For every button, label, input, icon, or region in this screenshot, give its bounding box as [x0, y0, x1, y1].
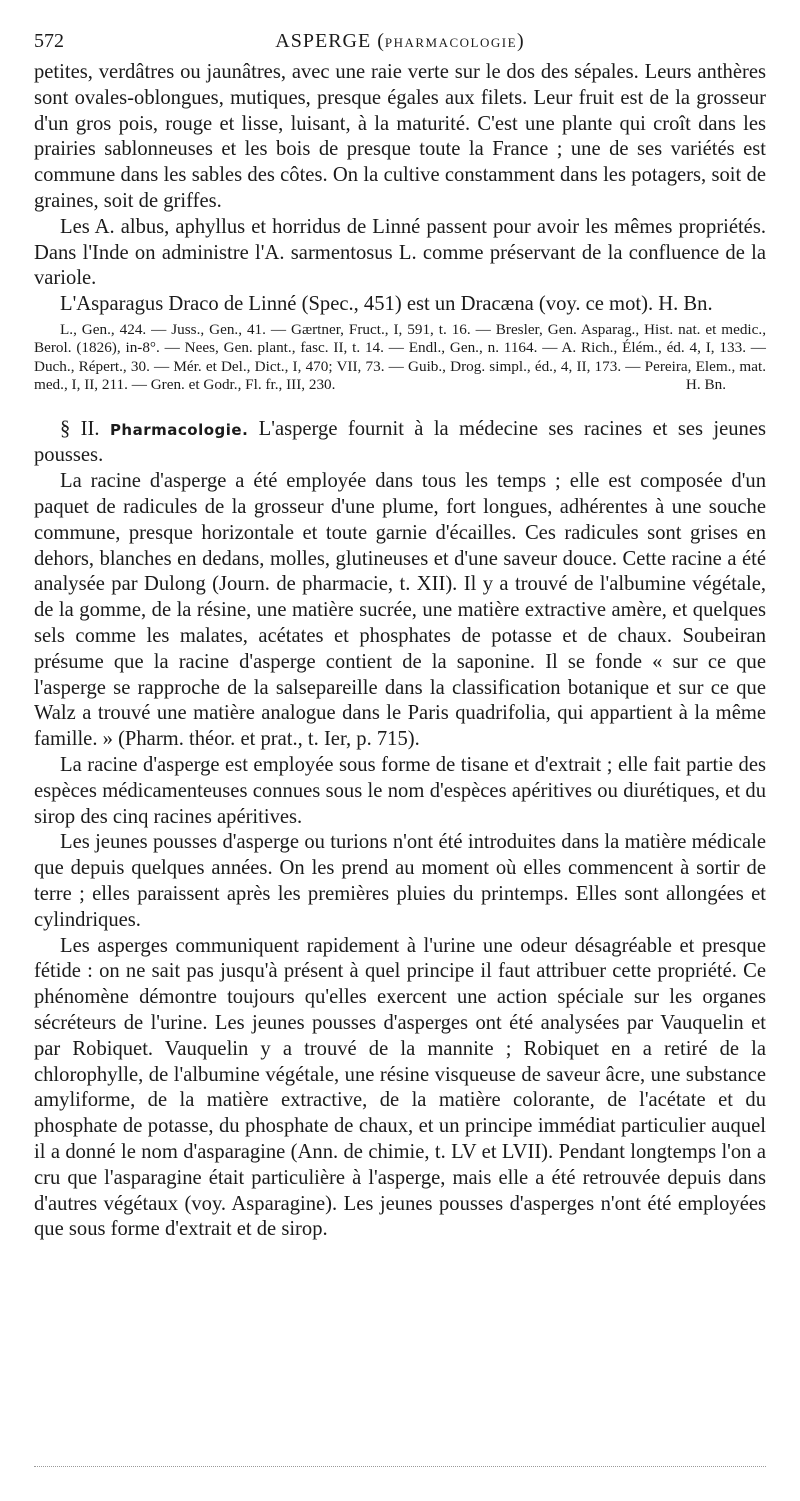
page-body: [34, 60, 766, 1243]
footer-rule: [34, 1466, 766, 1467]
paragraph-species: Les A. albus, aphyllus et horridus de Linné passent pour avoir les mêmes propriétés. Dans l'Inde on administre l'A. sarmentosus L. comme préservant de la confluence de la variole.: [34, 215, 766, 290]
bibliography-text: L., Gen., 424. — Juss., Gen., 41. — Gærtner, Fruct., I, 591, t. 16. — Bresler, Gen. Asparag., Hist. nat. et medic., Berol. (1826), in-8°. — Nees, Gen. plant., fasc. II, t. 14. — Endl., Gen., n. 1164. — A. Rich., Élém., éd. 4, I, 133. — Duch., Répert., 30. — Mér. et Del., Dict., I, 470; VII, 73. — Guib., Drog. simpl., éd., 4, II, 173. — Pereira, Elem., mat. med., I, II, 211. — Gren. et Godr., Fl. fr., III, 230.: [34, 320, 766, 394]
section-number: § II.: [60, 417, 100, 440]
paragraph-draco: L'Asparagus Draco de Linné (Spec., 451) est un Dracæna (voy. ce mot). H. Bn.: [60, 293, 713, 316]
running-title: [34, 30, 766, 53]
section-label: Pharmacologie.: [109, 420, 249, 439]
page: [34, 30, 766, 1243]
running-title-main: ASPERGE: [275, 30, 372, 52]
section-heading: [34, 417, 766, 470]
running-title-open: (: [377, 30, 385, 52]
bibliography-references: [34, 321, 766, 395]
paragraph-racine: La racine d'asperge a été employée dans tous les temps ; elle est composée d'un paquet de radicules de la grosseur d'une plume, fort longues, adhérentes à une souche commune, presque horizontale et toute garnie d'écailles. Ces radicules sont grises en dehors, blanches en dedans, molles, glutineuses et d'une saveur douce. Cette racine a été analysée par Dulong (Journ. de pharmacie, t. XII). Il y a trouvé de l'albumine végétale, de la gomme, de la résine, une matière sucrée, une matière extractive amère, et quelques sels comme les malates, acétates et phosphates de potasse et de chaux. Soubeiran présume que la racine d'asperge contient de la saponine. Il se fonde « sur ce que l'asperge se rapproche de la salsepareille dans la classification botanique et sur ce que Walz a trouvé une matière analogue dans le Paris quadrifolia, qui appartient à la même famille. » (Pharm. théor. et prat., t. Ier, p. 715).: [34, 470, 766, 751]
running-title-close: ): [517, 30, 525, 52]
paragraph-urine: Les asperges communiquent rapidement à l'urine une odeur désagréable et presque fétide : on ne sait pas jusqu'à présent à quel principe il faut attribuer cette propriété. Ce phénomène démontre toujours qu'elles exercent une action spéciale sur les organes sécréteurs de l'urine. Les jeunes pousses d'asperges ont été analysées par Vauquelin et par Robiquet. Vauquelin y a trouvé de la mannite ; Robiquet en a retiré de la chlorophylle, de l'albumine végétale, une résine visqueuse de saveur âcre, une substance amyliforme, de la matière extractive, de la matière colorante, de l'acétate et du phosphate de potasse, du phosphate de chaux, et un principe immédiat particulier auquel il a donné le nom d'asparagine (Ann. de chimie, t. LV et LVII). Pendant longtemps l'on a cru que l'asparagine était particulière à l'asperge, mais elle a été retrouvée depuis dans d'autres végétaux (voy. Asparagine). Les jeunes pousses d'asperges n'ont été employées que sous forme d'extrait et de sirop.: [34, 934, 766, 1241]
section-intro: L'asperge fournit à la médecine ses racines et ses jeunes pousses.: [34, 417, 766, 467]
paragraph-tisane: La racine d'asperge est employée sous forme de tisane et d'extrait ; elle fait partie des espèces médicamenteuses connues sous le nom d'espèces apéritives ou diurétiques, et du sirop des cinq racines apéritives.: [34, 753, 766, 828]
running-title-sub: PHARMACOLOGIE: [384, 35, 518, 50]
paragraph-turions: Les jeunes pousses d'asperge ou turions n'ont été introduites dans la matière médicale que depuis quelques années. On les prend au moment où elles commencent à sortir de terre ; elles paraissent après les premières pluies du printemps. Elles sont allongées et cylindriques.: [34, 831, 766, 931]
paragraph-continuation: petites, verdâtres ou jaunâtres, avec une raie verte sur le dos des sépales. Leurs anthères sont ovales-oblongues, mutiques, presque égales aux filets. Leur fruit est de la grosseur d'un gros pois, rouge et lisse, luisant, à la maturité. C'est une plante qui croît dans les prairies sablonneuses et les bois de presque toute la France ; une de ses variétés est commune dans les sables des côtes. On la cultive constamment dans les potagers, soit de graines, soit de griffes.: [34, 61, 766, 212]
running-header: [34, 30, 766, 60]
page-number: 572: [34, 30, 64, 52]
author-signature: H. Bn.: [685, 376, 726, 394]
